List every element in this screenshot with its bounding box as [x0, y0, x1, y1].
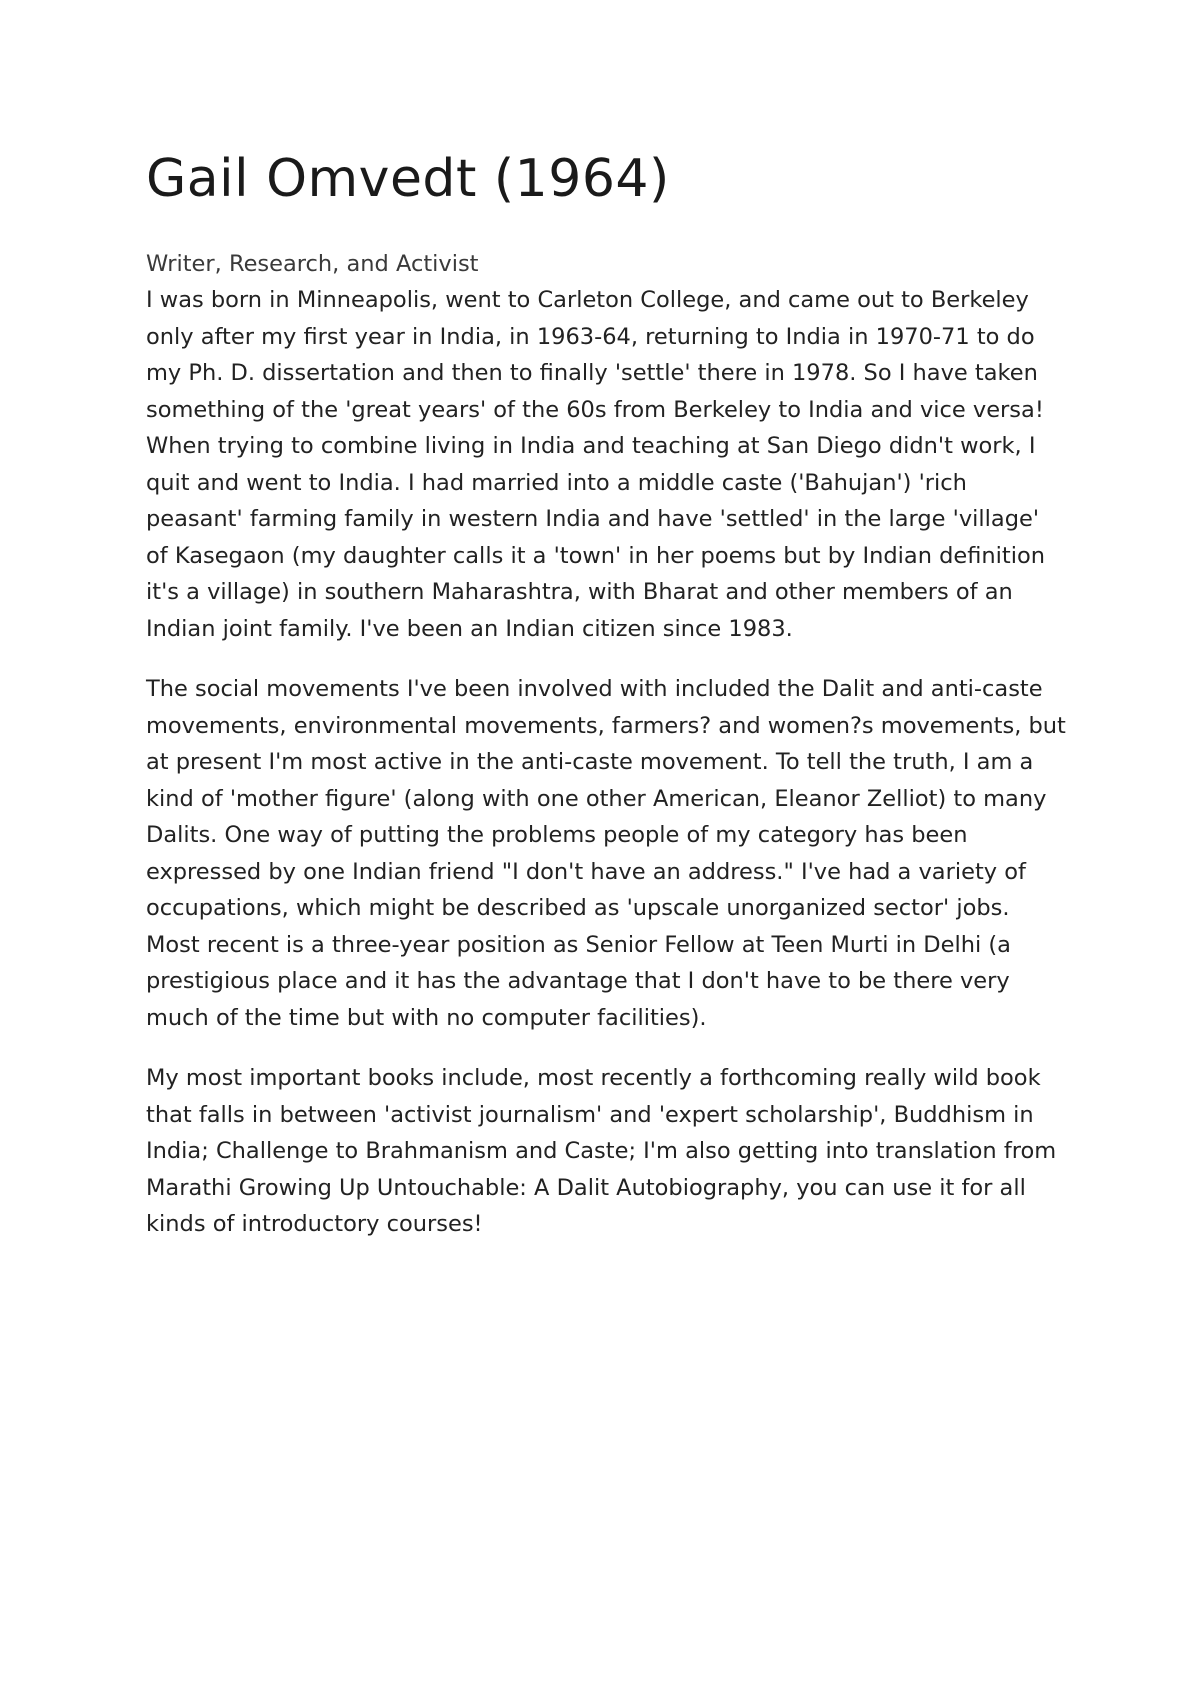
document-page	[146, 150, 1066, 1267]
page-title: Gail Omvedt (1964)	[146, 149, 670, 209]
paragraph-books: My most important books include, most recently a forthcoming really wild book that falls in between 'activist journalism' and 'expert scholarship', Buddhism in India; Challenge to Brahmanism and Caste; I'm also getting into translation from Marathi Growing Up Untouchable: A Dalit Autobiography, you can use it for all kinds of introductory courses!	[146, 1065, 1057, 1238]
paragraph-biography: I was born in Minneapolis, went to Carleton College, and came out to Berkeley only after my first year in India, in 1963-64, returning to India in 1970-71 to do my Ph. D. dissertation and then to finally 'settle' there in 1978. So I have taken something of the 'great years' of the 60s from Berkeley to India and vice versa! When trying to combine living in India and teaching at San Diego didn't work, I quit and went to India. I had married into a middle caste ('Bahujan') 'rich peasant' farming family in western India and have 'settled' in the large 'village' of Kasegaon (my daughter calls it a 'town' in her poems but by Indian definition it's a village) in southern Maharashtra, with Bharat and other members of an Indian joint family. I've been an Indian citizen since 1983.	[146, 287, 1046, 642]
paragraph-movements: The social movements I've been involved with included the Dalit and anti-caste movements, environmental movements, farmers? and women?s movements, but at present I'm most active in the anti-caste movement. To tell the truth, I am a kind of 'mother figure' (along with one other American, Eleanor Zelliot) to many Dalits. One way of putting the problems people of my category has been expressed by one Indian friend "I don't have an address." I've had a variety of occupations, which might be described as 'upscale unorganized sector' jobs. Most recent is a three-year position as Senior Fellow at Teen Murti in Delhi (a prestigious place and it has the advantage that I don't have to be there very much of the time but with no computer facilities).	[146, 676, 1066, 1031]
subtitle: Writer, Research, and Activist	[146, 250, 479, 277]
